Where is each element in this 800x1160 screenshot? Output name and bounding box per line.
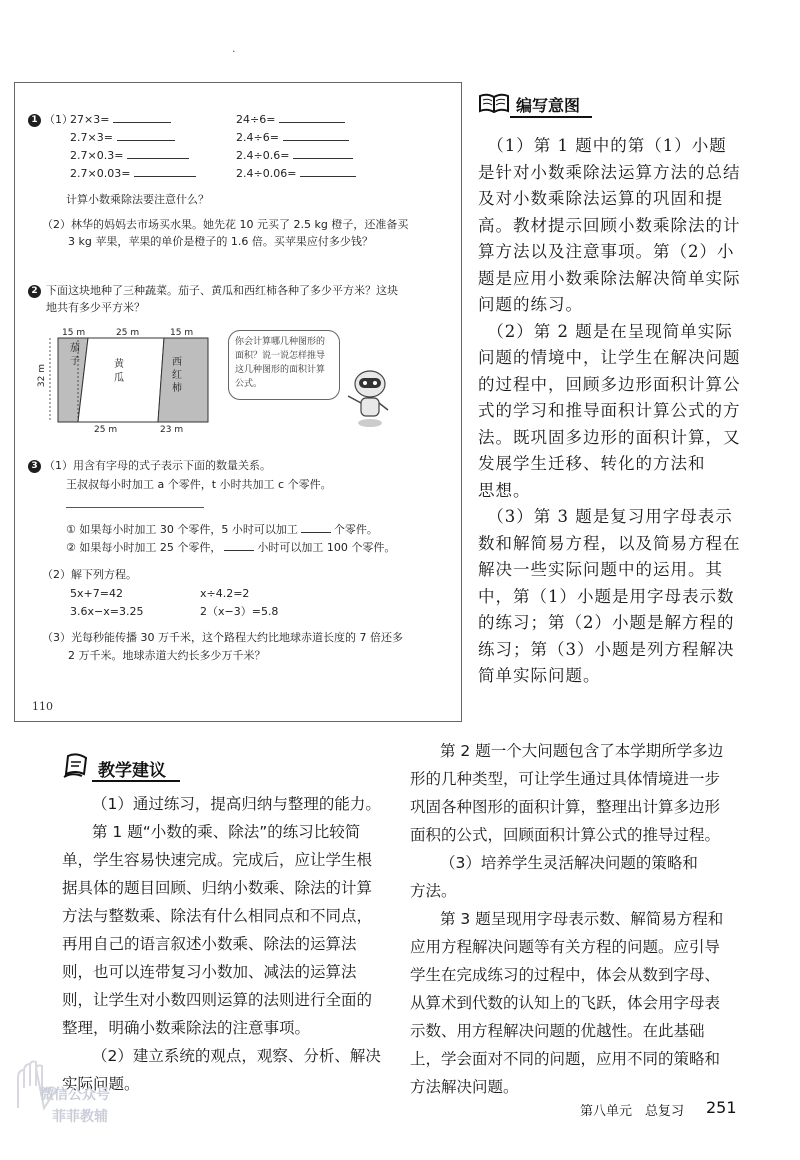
calc-right-2: 2.4÷6=: [236, 130, 349, 146]
question-1-badge: 1: [28, 114, 41, 127]
intent-line: 数和解简易方程，以及简易方程在: [478, 533, 741, 553]
top-dot: ·: [232, 45, 236, 58]
suggestion-line: 第 3 题呈现用字母表示数、解简易方程和: [440, 910, 724, 928]
suggestion-line: 方法。: [410, 882, 457, 900]
q3-part3-line1: （3）光每秒能传播 30 万千米，这个路程大约比地球赤道长度的 7 倍还多: [42, 631, 403, 644]
watermark-line2: 菲菲教辅: [52, 1109, 108, 1125]
side-label: 32 m: [37, 364, 47, 388]
suggestion-line: 巩固各种图形的面积计算，整理出计算多边形: [410, 798, 721, 816]
footer-page-number: 251: [706, 1098, 737, 1117]
intent-line: （2）第 2 题是在呈现简单实际: [478, 321, 733, 341]
q1-part1-label: （1）: [44, 113, 73, 126]
q3-item1: ① 如果每小时加工 30 个零件，5 小时可以加工 个零件。: [66, 523, 378, 536]
veg-eggplant: 茄子: [70, 343, 80, 367]
q1-part2-line2: 3 kg 苹果，苹果的单价是橙子的 1.6 倍。买苹果应付多少钱？: [68, 235, 373, 248]
intent-line: （3）第 3 题是复习用字母表示: [478, 507, 733, 526]
intent-line: 是针对小数乘除法运算方法的总结: [478, 162, 741, 182]
top-label-3: 15 m: [170, 328, 194, 338]
suggestion-line: （1）通过练习，提高归纳与整理的能力。: [92, 795, 381, 813]
intent-line: 问题的练习。: [478, 295, 583, 314]
equation-1: 5x+7=42: [70, 587, 123, 600]
q3-part2: （2）解下列方程。: [42, 568, 137, 581]
suggestion-line: 从算术到代数的认知上的飞跃，体会用字母表: [410, 994, 721, 1012]
suggestion-title: 教学建议: [98, 761, 166, 781]
question-2-badge: 2: [28, 285, 41, 298]
intent-title: 编写意图: [516, 96, 581, 115]
intent-line: 式的学习和推导面积计算公式的方: [478, 401, 741, 420]
suggestion-icon: [62, 750, 92, 780]
veg-cucumber: 黄瓜: [114, 359, 124, 384]
intent-line: 简单实际问题。: [478, 666, 601, 685]
suggestion-line: 面积的公式，回顾面积计算公式的推导过程。: [410, 826, 721, 844]
watermark-line1: 微信公众号: [40, 1087, 110, 1103]
intent-line: 高。教材提示回顾小数乘除法的计: [478, 215, 741, 235]
intent-line: 的过程中，回顾多边形面积计算公: [478, 374, 741, 394]
equation-4: 2（x−3）=5.8: [200, 605, 279, 618]
field-diagram: [40, 326, 224, 434]
suggestion-line: 则，让学生对小数四则运算的法则进行全面的: [62, 991, 373, 1009]
intent-line: 解决一些实际问题中的运用。其: [478, 560, 723, 579]
question-3-badge: 3: [28, 460, 41, 473]
intent-title-underline: [510, 116, 592, 118]
footer-unit: 第八单元 总复习: [580, 1104, 685, 1119]
calc-right-1: 24÷6=: [236, 112, 345, 128]
hint-bubble: 你会计算哪几种图形的面积？说一说怎样推导这几种图形的面积计算公式。: [228, 330, 340, 400]
suggestion-line: 方法与整数乘、除法有什么相同点和不同点，: [62, 907, 373, 925]
intent-line: 问题的情境中，让学生在解决问题: [478, 348, 741, 367]
suggestion-line: 学生在完成练习的过程中，体会从数到字母、: [410, 966, 721, 984]
top-label-2: 25 m: [116, 328, 140, 338]
q3-part1-desc: 王叔叔每小时加工 a 个零件，t 小时共加工 c 个零件。: [66, 478, 332, 491]
suggestion-line: （2）建立系统的观点，观察、分析、解决: [92, 1047, 381, 1065]
suggestion-line: 第 2 题一个大问题包含了本学期所学多边: [440, 742, 724, 760]
suggestion-right-column: [410, 737, 770, 1101]
suggestion-left-column: [62, 790, 392, 1098]
textbook-page-number: 110: [32, 700, 53, 713]
suggestion-line: 实际问题。: [62, 1075, 140, 1093]
suggestion-line: 应用方程解决问题等有关方程的问题。应引导: [410, 938, 721, 956]
suggestion-line: （3）培养学生灵活解决问题的策略和: [440, 854, 698, 872]
intent-line: 题是应用小数乘除法解决简单实际: [478, 268, 741, 288]
intent-line: 的练习；第（2）小题是解方程的: [478, 613, 735, 632]
suggestion-line: 方法解决问题。: [410, 1078, 519, 1096]
q3-item2: ② 如果每小时加工 25 个零件， 小时可以加工 100 个零件。: [66, 541, 396, 554]
intent-line: 中，第（1）小题是用字母表示数: [478, 586, 735, 606]
intent-line: 算方法以及注意事项。第（2）小: [478, 242, 735, 261]
robot-icon: [344, 368, 396, 430]
calc-left-2: 2.7×3=: [70, 130, 175, 146]
equation-3: 3.6x−x=3.25: [70, 605, 144, 618]
answer-line: [66, 507, 204, 508]
suggestion-line: 形的几种类型，可让学生通过具体情境进一步: [410, 770, 721, 788]
intent-line: 思想。: [478, 480, 531, 500]
calc-right-3: 2.4÷0.6=: [236, 148, 353, 164]
calc-left-3: 2.7×0.3=: [70, 148, 189, 164]
bottom-label-2: 23 m: [160, 425, 184, 435]
q1-question: 计算小数乘除法要注意什么？: [66, 193, 209, 206]
bottom-label-1: 25 m: [94, 425, 118, 435]
calc-right-4: 2.4÷0.06=: [236, 166, 356, 182]
suggestion-line: 单，学生容易快速完成。完成后，应让学生根: [62, 851, 373, 869]
equation-2: x÷4.2=2: [200, 587, 250, 600]
q3-part1: （1）用含有字母的式子表示下面的数量关系。: [44, 459, 271, 472]
intent-line: 法。既巩固多边形的面积计算，又: [478, 427, 741, 447]
suggestion-title-underline: [92, 780, 180, 782]
q2-line1: 下面这块地种了三种蔬菜。茄子、黄瓜和西红柿各种了多少平方米？这块: [46, 284, 398, 297]
q3-part3-line2: 2 万千米。地球赤道大约长多少万千米？: [68, 649, 266, 662]
veg-tomato: 西红柿: [172, 357, 182, 394]
top-label-1: 15 m: [62, 328, 86, 338]
calc-left-4: 2.7×0.03=: [70, 166, 196, 182]
q2-line2: 地共有多少平方米？: [46, 301, 145, 314]
suggestion-line: 则，也可以连带复习小数加、减法的运算法: [62, 963, 357, 981]
q1-part2-line1: （2）林华的妈妈去市场买水果。她先花 10 元买了 2.5 kg 橙子，还准备买: [42, 218, 409, 231]
intent-body: [478, 133, 778, 690]
suggestion-line: 示数、用方程解决问题的优越性。在此基础: [410, 1022, 705, 1040]
suggestion-line: 第 1 题“小数的乘、除法”的练习比较简: [92, 823, 361, 841]
suggestion-line: 上，学会面对不同的问题，应用不同的策略和: [410, 1050, 721, 1068]
intent-line: 发展学生迁移、转化的方法和: [478, 454, 706, 473]
suggestion-line: 整理，明确小数乘除法的注意事项。: [62, 1019, 311, 1037]
intent-line: 及对小数乘除法运算的巩固和提: [478, 189, 723, 208]
intent-line: 练习；第（3）小题是列方程解决: [478, 639, 735, 659]
suggestion-line: 据具体的题目回顾、归纳小数乘、除法的计算: [62, 879, 373, 897]
intent-line: （1）第 1 题中的第（1）小题: [478, 136, 727, 155]
suggestion-line: 再用自己的语言叙述小数乘、除法的运算法: [62, 935, 357, 953]
calc-left-1: 27×3=: [70, 112, 171, 128]
book-icon: [478, 92, 510, 114]
